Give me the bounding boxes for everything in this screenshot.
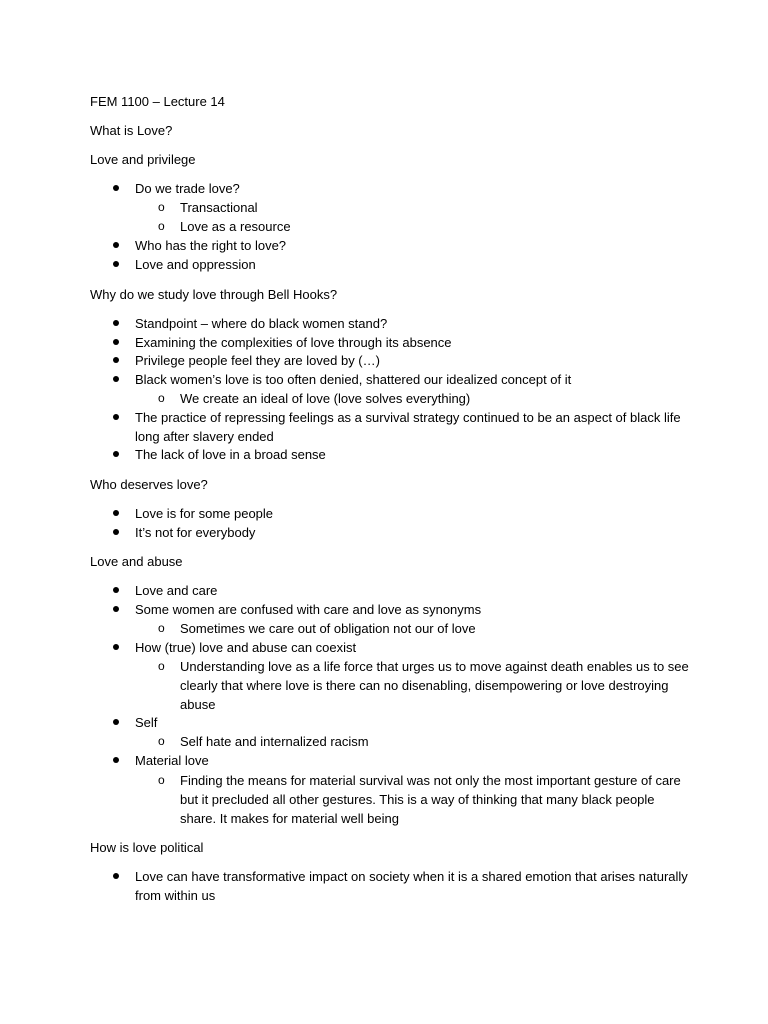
- sub-bullet-icon: o: [158, 219, 165, 233]
- sub-bullet-icon: o: [158, 200, 165, 214]
- sub-list-item-continuation: share. It makes for material well being: [180, 811, 399, 826]
- document-title: FEM 1100 – Lecture 14: [90, 94, 225, 109]
- bullet-icon: [113, 719, 119, 725]
- list-item: Privilege people feel they are loved by (…): [135, 353, 380, 368]
- bullet-icon: [113, 606, 119, 612]
- bullet-icon: [113, 261, 119, 267]
- sub-list-item: Self hate and internalized racism: [180, 734, 369, 749]
- heading-love-privilege: Love and privilege: [90, 152, 196, 167]
- list-item: Love and oppression: [135, 257, 256, 272]
- list-item: The lack of love in a broad sense: [135, 447, 326, 462]
- heading-who-deserves: Who deserves love?: [90, 477, 208, 492]
- bullet-icon: [113, 339, 119, 345]
- list-item: Black women’s love is too often denied, shattered our idealized concept of it: [135, 372, 572, 387]
- sub-list-item: Transactional: [180, 200, 258, 215]
- list-item-continuation: long after slavery ended: [135, 429, 274, 444]
- bullet-icon: [113, 510, 119, 516]
- sub-list-item-continuation: but it precluded all other gestures. This is a way of thinking that many black people: [180, 792, 655, 807]
- list-item: Love is for some people: [135, 506, 274, 521]
- heading-how-political: How is love political: [90, 840, 204, 855]
- bullet-icon: [113, 451, 119, 457]
- bullet-icon: [113, 242, 119, 248]
- bullet-icon: [113, 320, 119, 326]
- sub-bullet-icon: o: [158, 659, 165, 673]
- list-item: Some women are confused with care and love as synonyms: [135, 602, 482, 617]
- sub-bullet-icon: o: [158, 773, 165, 787]
- list-item: Love and care: [135, 583, 218, 598]
- bullet-icon: [113, 587, 119, 593]
- bullet-icon: [113, 414, 119, 420]
- bullet-icon: [113, 757, 119, 763]
- list-item-continuation: from within us: [135, 888, 216, 903]
- list-item: Do we trade love?: [135, 181, 240, 196]
- bullet-icon: [113, 357, 119, 363]
- heading-what-is-love: What is Love?: [90, 123, 173, 138]
- bullet-icon: [113, 644, 119, 650]
- heading-love-abuse: Love and abuse: [90, 554, 183, 569]
- sub-list-item-continuation: clearly that where love is there can no disenabling, disempowering or love destroying: [180, 678, 669, 693]
- sub-bullet-icon: o: [158, 734, 165, 748]
- list-item: The practice of repressing feelings as a survival strategy continued to be an aspect of black life: [135, 410, 681, 425]
- sub-list-item: Understanding love as a life force that urges us to move against death enables us to see: [180, 659, 689, 674]
- list-item: Who has the right to love?: [135, 238, 287, 253]
- list-item: Love can have transformative impact on society when it is a shared emotion that arises naturally: [135, 869, 688, 884]
- list-item: It’s not for everybody: [135, 525, 256, 540]
- list-item: Examining the complexities of love through its absence: [135, 335, 452, 350]
- list-item: How (true) love and abuse can coexist: [135, 640, 357, 655]
- sub-list-item: Sometimes we care out of obligation not our of love: [180, 621, 476, 636]
- list-item: Self: [135, 715, 158, 730]
- bullet-icon: [113, 873, 119, 879]
- bullet-icon: [113, 376, 119, 382]
- sub-bullet-icon: o: [158, 391, 165, 405]
- heading-why-bell-hooks: Why do we study love through Bell Hooks?: [90, 287, 338, 302]
- bullet-icon: [113, 529, 119, 535]
- sub-list-item: Love as a resource: [180, 219, 291, 234]
- bullet-icon: [113, 185, 119, 191]
- list-item: Material love: [135, 753, 209, 768]
- sub-bullet-icon: o: [158, 621, 165, 635]
- sub-list-item-continuation: abuse: [180, 697, 216, 712]
- sub-list-item: Finding the means for material survival was not only the most important gesture of care: [180, 773, 681, 788]
- sub-list-item: We create an ideal of love (love solves everything): [180, 391, 471, 406]
- list-item: Standpoint – where do black women stand?: [135, 316, 388, 331]
